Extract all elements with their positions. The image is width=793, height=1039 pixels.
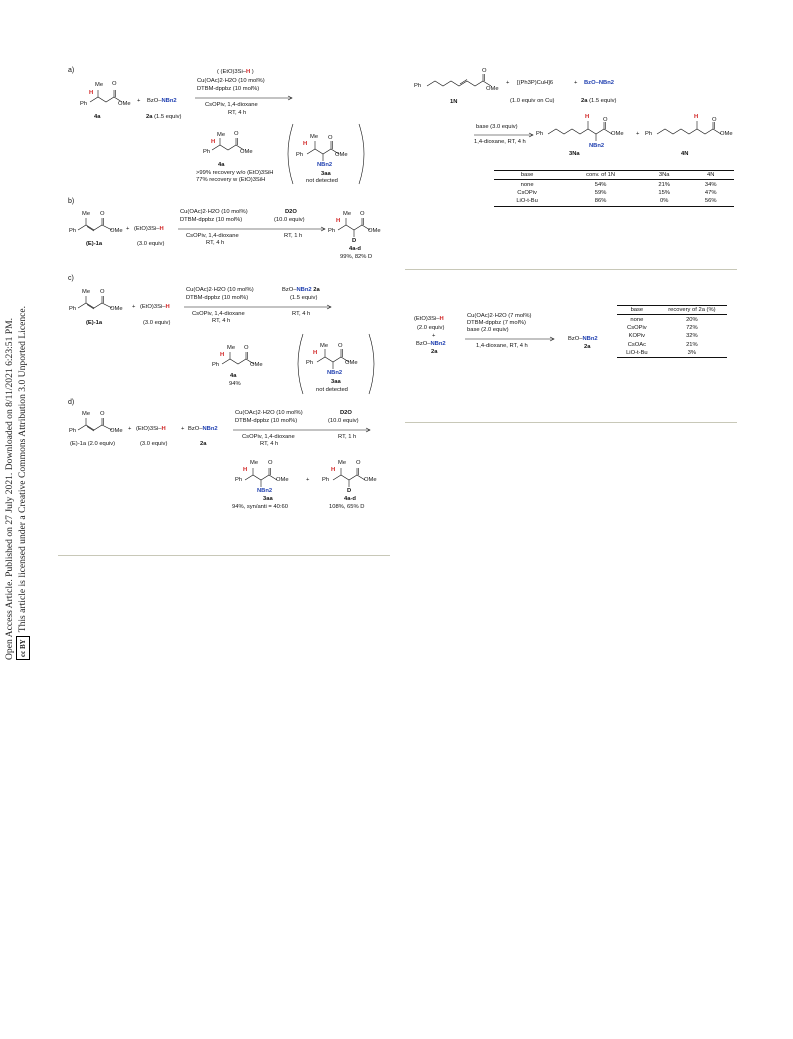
panel-d-p1-o: O — [268, 460, 273, 466]
panel-a-side-nbn: NBn2 — [317, 162, 333, 168]
panel-d-ome: OMe — [110, 428, 123, 434]
panel-c-side-note: not detected — [316, 387, 348, 393]
panel-b-quench-equiv: (10.0 equiv) — [274, 217, 305, 223]
table-row — [494, 180, 734, 189]
table-row — [617, 315, 727, 324]
right-bottom-divider — [405, 422, 737, 423]
publication-line: Open Access Article. Published on 27 July 2021. Downloaded on 8/11/2021 6:23:51 PM. — [4, 317, 15, 660]
panel-c-cond1: Cu(OAc)2·H2O (10 mol%) — [186, 287, 254, 293]
panel-c-plus: + — [132, 304, 136, 310]
panel-e-p2-ome: OMe — [720, 131, 733, 137]
license-line — [16, 306, 30, 660]
panel-c-silane — [140, 304, 170, 311]
panel-e-cond2: 1,4-dioxane, RT, 4 h — [474, 139, 526, 145]
panel-c-side-o: O — [338, 343, 343, 349]
panel-c-ph: Ph — [69, 306, 77, 312]
panel-c-additive-id: 2a — [313, 287, 320, 293]
panel-f-reagent-nbn: NBn2 — [430, 341, 446, 347]
table-cell: 54% — [594, 181, 607, 188]
panel-e-cond1: base (3.0 equiv) — [476, 124, 518, 130]
panel-e-cuh-equiv: (1.0 equiv on Cu) — [510, 98, 555, 104]
panel-c-cond2: DTBM-dppbz (10 mol%) — [186, 295, 249, 301]
panel-a-h: H — [89, 90, 94, 96]
panel-a-product-o: O — [234, 131, 239, 137]
panel-a-silane — [217, 69, 254, 76]
panel-a-side-id: 3aa — [321, 171, 331, 177]
panel-a-recovery2: 77% recovery w (EtO)3SiH — [196, 177, 266, 183]
table-cell: 0% — [641, 197, 688, 206]
table-row — [617, 349, 727, 358]
panel-c-silane-equiv: (3.0 equiv) — [143, 320, 171, 326]
table-cell: LiO-t-Bu — [617, 349, 657, 358]
panel-c-product-yield: 94% — [229, 381, 241, 387]
panel-d-p1-yield: 94%, syn/anti = 40:60 — [232, 504, 288, 510]
table-cell: 47% — [704, 189, 717, 196]
panel-f-plus: + — [432, 333, 436, 339]
panel-f-product — [568, 336, 598, 343]
panel-a-product-h: H — [211, 139, 216, 145]
left-bottom-divider — [58, 555, 390, 556]
panel-c-additive-nbn: NBn2 — [296, 287, 312, 293]
panel-b-cond2: DTBM-dppbz (10 mol%) — [180, 217, 243, 223]
panel-c-side-id: 3aa — [331, 379, 341, 385]
panel-f-silane-h: H — [439, 316, 444, 322]
panel-e-th-conv: conv. of 1N — [560, 171, 641, 180]
table-cell: CsOAc — [627, 341, 647, 348]
table-cell: 86% — [560, 197, 641, 206]
panel-f-table — [617, 305, 727, 358]
panel-f-reagent — [416, 341, 446, 348]
table-cell: 32% — [686, 333, 698, 340]
panel-f-reagent-bzo: BzO– — [416, 341, 431, 347]
panel-e-table-header — [494, 171, 734, 180]
panel-c-silane-h: H — [165, 304, 170, 310]
table-cell: LiO-t-Bu — [494, 197, 560, 206]
panel-e-p1-h: H — [585, 114, 590, 120]
panel-f-arrow — [465, 336, 557, 342]
panel-f-product-nbn: NBn2 — [582, 336, 598, 342]
license-line-text: This article is licensed under a Creative Commons Attribution 3.0 Unported Licence. — [17, 305, 28, 633]
panel-d-arrow — [233, 427, 373, 433]
panel-e-p2-o: O — [712, 117, 717, 123]
panel-d-p2-d: D — [347, 488, 352, 494]
panel-d-silane-h: H — [161, 426, 166, 432]
panel-d-plus-2: + — [181, 426, 185, 432]
panel-d-cond2: DTBM-dppbz (10 mol%) — [235, 418, 298, 424]
panel-e-plus-3: + — [636, 131, 640, 137]
panel-a-product-id: 4a — [218, 162, 225, 168]
panel-f-th-base: base — [617, 306, 657, 315]
panel-f-silane — [414, 316, 444, 323]
panel-a-reagent — [147, 98, 177, 105]
panel-f-table-header — [617, 306, 727, 315]
panel-a-cond4: RT, 4 h — [228, 110, 247, 116]
panel-c-additive-cond: RT, 4 h — [292, 311, 311, 317]
table-cell: 20% — [686, 316, 698, 323]
panel-d-label: d) — [68, 399, 75, 406]
panel-a-side-note: not detected — [306, 178, 338, 184]
table-cell: 56% — [687, 197, 734, 206]
panel-d-o: O — [100, 411, 105, 417]
panel-a-side-me: Me — [310, 134, 319, 140]
table-row — [617, 332, 727, 340]
table-row — [617, 324, 727, 332]
panel-d-quench-equiv: (10.0 equiv) — [328, 418, 359, 424]
panel-b-cond4: RT, 4 h — [206, 240, 225, 246]
panel-a-plus: + — [137, 98, 141, 104]
panel-c-arrow — [184, 304, 334, 310]
panel-d-silane-text: (EtO)3Si– — [136, 426, 162, 432]
panel-c-side-nbn: NBn2 — [327, 370, 343, 376]
panel-d-quench-cond: RT, 1 h — [338, 434, 357, 440]
table-cell: 72% — [686, 324, 698, 331]
cc-by-badge: cc BY — [16, 636, 30, 660]
panel-b-plus: + — [126, 226, 130, 232]
panel-c-product-ph: Ph — [212, 362, 220, 368]
panel-e-reagent-id: 2a — [581, 98, 588, 104]
panel-e-reagent-equiv: (1.5 equiv) — [589, 98, 617, 104]
panel-c-silane-text: (EtO)3Si– — [140, 304, 166, 310]
panel-a-me: Me — [95, 82, 104, 88]
table-cell: 59% — [594, 189, 607, 196]
panel-f-product-bzo: BzO– — [568, 336, 583, 342]
panel-a-product-me: Me — [217, 132, 226, 138]
panel-e-p2-ph: Ph — [645, 131, 653, 137]
table-cell: 34% — [704, 181, 717, 188]
panel-c-side-me: Me — [320, 343, 329, 349]
panel-c-cond4: RT, 4 h — [212, 318, 231, 324]
panel-a-ome: OMe — [118, 101, 131, 107]
panel-d-p2-yield: 108%, 65% D — [329, 504, 365, 510]
panel-d-p2-me: Me — [338, 460, 347, 466]
panel-c-product-ome: OMe — [250, 362, 263, 368]
panel-b-substrate-id: (E)-1a — [86, 241, 103, 247]
panel-d-p1-h: H — [243, 467, 248, 473]
panel-c-ome: OMe — [110, 306, 123, 312]
panel-b-silane-h: H — [159, 226, 164, 232]
panel-a-recovery1: >99% recovery w/o (EtO)3SiH — [196, 170, 274, 176]
panel-c-additive-bzo: BzO– — [282, 287, 297, 293]
panel-e-sm-ome: OMe — [486, 86, 499, 92]
panel-d-cond1: Cu(OAc)2·H2O (10 mol%) — [235, 410, 303, 416]
panel-e-sm-ph: Ph — [414, 83, 422, 89]
license-text — [4, 306, 30, 660]
table-row — [617, 341, 727, 349]
panel-b-label: b) — [68, 198, 75, 205]
panel-e-reagent: BzO–NBn2 — [584, 80, 614, 86]
panel-b-cond3: CsOPiv, 1,4-dioxane — [186, 233, 239, 239]
panel-e-p2-skeleton — [657, 120, 747, 146]
panel-f-cond1: Cu(OAc)2·H2O (7 mol%) — [467, 313, 532, 319]
panel-d-plus-1: + — [128, 426, 132, 432]
panel-a-reagent-id-line — [146, 114, 181, 121]
table-cell: CsOPiv — [517, 189, 537, 196]
panel-a-reagent-bzo: BzO– — [147, 98, 162, 104]
panel-d-reagent — [188, 426, 218, 433]
panel-f-cond2: DTBM-dppbz (7 mol%) — [467, 320, 526, 326]
panel-a-silane-close: ) — [250, 69, 254, 75]
panel-b-product-ome: OMe — [368, 228, 381, 234]
panel-a-label: a) — [68, 67, 75, 74]
panel-a-side-o: O — [328, 135, 333, 141]
panel-a-cond1: Cu(OAc)2·H2O (10 mol%) — [197, 78, 265, 84]
panel-c-me: Me — [82, 289, 91, 295]
panel-a-reagent-equiv: (1.5 equiv) — [154, 114, 182, 120]
right-top-divider — [405, 269, 737, 270]
panel-b-silane — [134, 226, 164, 233]
table-cell: none — [630, 316, 644, 323]
panel-d-p1-nbn: NBn2 — [257, 488, 273, 494]
panel-b-me: Me — [82, 211, 91, 217]
panel-e-p1-ome: OMe — [611, 131, 624, 137]
panel-c-side-ph: Ph — [306, 360, 314, 366]
panel-f-silane-equiv: (2.0 equiv) — [417, 325, 445, 331]
panel-f-reagent-id: 2a — [431, 349, 438, 355]
panel-c-side-h: H — [313, 350, 318, 356]
panel-e-p1-nbn: NBn2 — [589, 143, 605, 149]
panel-b-product-ph: Ph — [328, 228, 336, 234]
panel-e-p2-id: 4N — [681, 151, 689, 157]
table-cell: KOPiv — [628, 333, 646, 340]
panel-c-substrate-id: (E)-1a — [86, 320, 103, 326]
panel-b-product-d: D — [352, 238, 357, 244]
panel-d-cond3: CsOPiv, 1,4-dioxane — [242, 434, 295, 440]
panel-e-th-base: base — [494, 171, 560, 180]
panel-e-p1-o: O — [603, 117, 608, 123]
panel-a-reagent-id: 2a — [146, 114, 153, 120]
table-cell: 21% — [658, 181, 670, 188]
panel-b-o: O — [100, 211, 105, 217]
panel-c-label: c) — [68, 275, 74, 282]
panel-a-product-ph: Ph — [203, 149, 211, 155]
panel-a-arrow — [195, 95, 295, 101]
panel-d-p2-ph: Ph — [322, 477, 330, 483]
table-cell: CsOPiv — [627, 324, 647, 331]
panel-c-cond3: CsOPiv, 1,4-dioxane — [192, 311, 245, 317]
panel-a-side-ph: Ph — [296, 152, 304, 158]
panel-e-sm-o: O — [482, 68, 487, 74]
panel-c-additive-equiv: (1.5 equiv) — [290, 295, 318, 301]
panel-b-product-me: Me — [343, 211, 352, 217]
table-cell: none — [520, 181, 534, 188]
panel-b-ph: Ph — [69, 228, 77, 234]
panel-c-side-ome: OMe — [345, 360, 358, 366]
panel-d-reagent-id: 2a — [200, 441, 207, 447]
panel-d-p1-me: Me — [250, 460, 259, 466]
panel-d-p1-id: 3aa — [263, 496, 273, 502]
table-row — [494, 189, 734, 197]
panel-a-side-h: H — [303, 141, 308, 147]
panel-d-me: Me — [82, 411, 91, 417]
panel-d-quench: D2O — [340, 410, 352, 416]
panel-e-plus-1: + — [506, 80, 510, 86]
table-row — [494, 197, 734, 206]
panel-f-th-recovery: recovery of 2a (%) — [657, 306, 727, 315]
panel-b-quench-cond: RT, 1 h — [284, 233, 303, 239]
panel-b-silane-equiv: (3.0 equiv) — [137, 241, 165, 247]
panel-f-silane-text: (EtO)3Si– — [414, 316, 440, 322]
panel-f-product-id: 2a — [584, 344, 591, 350]
panel-b-product-h: H — [336, 218, 341, 224]
panel-d-p2-h: H — [331, 467, 336, 473]
table-cell: 21% — [686, 341, 698, 348]
panel-b-silane-text: (EtO)3Si– — [134, 226, 160, 232]
panel-d-silane — [136, 426, 166, 433]
panel-a-product-ome: OMe — [240, 149, 253, 155]
panel-e-sm-id: 1N — [450, 99, 458, 105]
panel-b-arrow — [178, 226, 328, 232]
panel-e-plus-2: + — [574, 80, 578, 86]
panel-b-ome: OMe — [110, 228, 123, 234]
panel-d-cond4: RT, 4 h — [260, 441, 279, 447]
panel-e-table — [494, 170, 734, 207]
panel-d-p2-id: 4a-d — [344, 496, 356, 502]
panel-c-product-o: O — [244, 345, 249, 351]
panel-a-ph: Ph — [80, 101, 88, 107]
panel-b-product-o: O — [360, 211, 365, 217]
panel-c-o: O — [100, 289, 105, 295]
panel-b-cond1: Cu(OAc)2·H2O (10 mol%) — [180, 209, 248, 215]
panel-f-cond4: 1,4-dioxane, RT, 4 h — [476, 343, 528, 349]
panel-e-cuh: [(Ph3P)CuH]6 — [517, 80, 554, 86]
panel-d-silane-equiv: (3.0 equiv) — [140, 441, 168, 447]
panel-d-p1-ome: OMe — [276, 477, 289, 483]
panel-a-side-ome: OMe — [335, 152, 348, 158]
panel-a-silane-h: H — [246, 69, 251, 75]
panel-e-th-4n: 4N — [687, 171, 734, 180]
table-cell: 3% — [657, 349, 727, 358]
panel-b-product-yield: 99%, 82% D — [340, 254, 373, 260]
panel-b-quench: D2O — [285, 209, 297, 215]
panel-a-reagent-nbn: NBn2 — [161, 98, 177, 104]
panel-e-arrow — [474, 132, 536, 138]
panel-d-ph: Ph — [69, 428, 77, 434]
panel-d-reagent-bzo: BzO– — [188, 426, 203, 432]
panel-c-product-h: H — [220, 352, 225, 358]
panel-e-reagent-line — [581, 98, 616, 105]
panel-d-substrate-id: (E)-1a (2.0 equiv) — [70, 441, 116, 447]
license-sidebar — [4, 170, 44, 670]
table-cell: 15% — [658, 189, 670, 196]
panel-c-product-id: 4a — [230, 373, 237, 379]
panel-a-cond2: DTBM-dppbz (10 mol%) — [197, 86, 260, 92]
panel-c-product-me: Me — [227, 345, 236, 351]
panel-e-p1-ph: Ph — [536, 131, 544, 137]
panel-a-cond3: CsOPiv, 1,4-dioxane — [205, 102, 258, 108]
panel-d-reagent-nbn: NBn2 — [202, 426, 218, 432]
panel-d-plus-3: + — [306, 477, 310, 483]
panel-a-reactant-id: 4a — [94, 114, 101, 120]
panel-d-p2-ome: OMe — [364, 477, 377, 483]
panel-e-p1-id: 3Na — [569, 151, 580, 157]
panel-d-p1-ph: Ph — [235, 477, 243, 483]
panel-c-additive — [282, 287, 320, 294]
panel-a-silane-text: ( (EtO)3Si– — [217, 69, 246, 75]
panel-e-p2-h: H — [694, 114, 699, 120]
panel-d-p2-o: O — [356, 460, 361, 466]
panel-a-o: O — [112, 81, 117, 87]
panel-b-product-id: 4a-d — [349, 246, 361, 252]
panel-e-th-3na: 3Na — [641, 171, 688, 180]
panel-f-cond3: base (2.0 equiv) — [467, 327, 509, 333]
